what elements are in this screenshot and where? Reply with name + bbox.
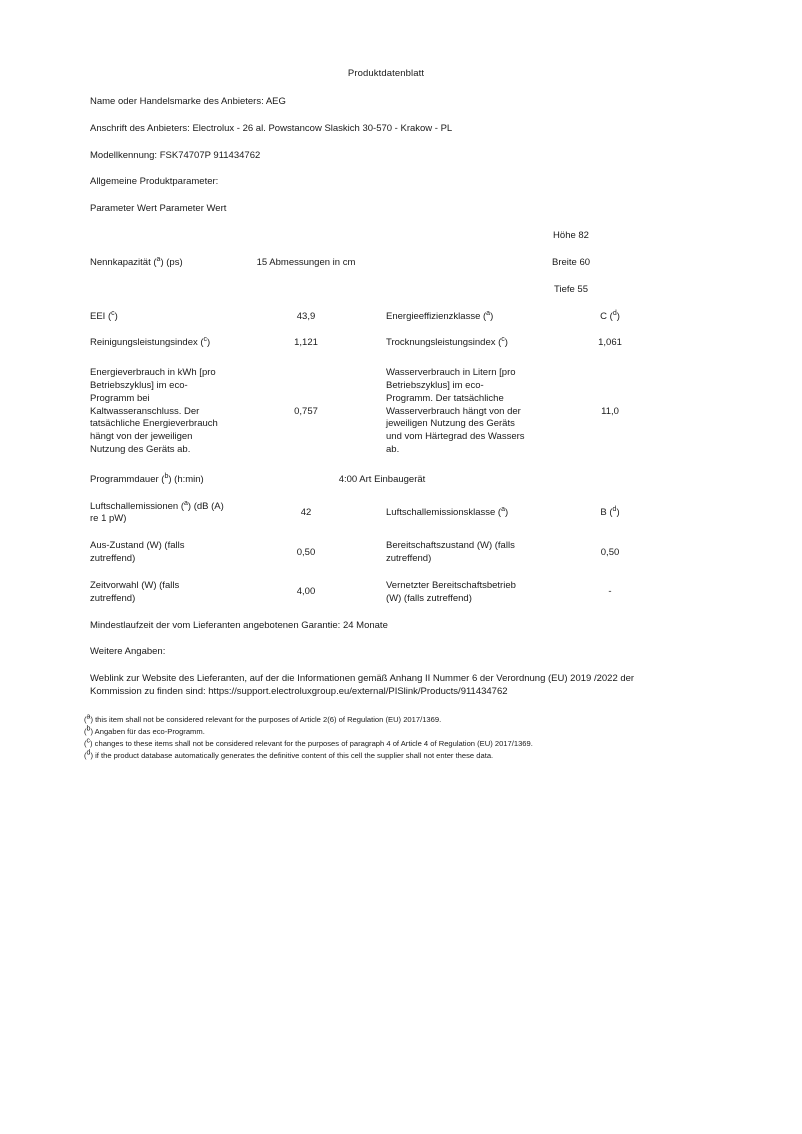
off-mode-label: Aus-Zustand (W) (falls zutreffend) <box>90 540 185 565</box>
dimension-height-blank <box>610 223 688 250</box>
footnote-marker: a <box>501 505 506 513</box>
footnote-item: (a) this item shall not be considered relevant for the purposes of Article 2(6) of Regulation (EU) 2017/1369. <box>84 713 442 724</box>
capacity-spacer <box>380 223 532 303</box>
dimensions-table <box>532 223 688 303</box>
warranty-line: Mindestlaufzeit der vom Lieferanten angebotenen Garantie: 24 Monate <box>90 619 388 631</box>
drying-index-label-end: ) <box>504 337 508 349</box>
footnote-marker: c <box>86 737 91 745</box>
table-row <box>84 639 688 666</box>
water-consumption-value: 11,0 <box>601 405 619 417</box>
further-info-heading: Weitere Angaben: <box>90 646 166 658</box>
cleaning-index-label-end: ) <box>207 337 211 349</box>
delay-start-label: Zeitvorwahl (W) (falls zutreffend) <box>90 579 180 604</box>
footnote-marker: a <box>184 499 188 507</box>
footnote-item: (c) changes to these items shall not be considered relevant for the purposes of paragraph 4 of Article 4 of Regulation (EU) 2017/1369. <box>84 737 533 749</box>
footnote-text: ) Angaben für das eco-Programm. <box>90 726 205 736</box>
dimension-height: Höhe 82 <box>553 230 589 242</box>
rated-capacity-label-end: ) (ps) <box>160 256 183 268</box>
table-row <box>84 357 688 467</box>
noise-emission-label <box>84 494 232 534</box>
footnote-marker: c <box>501 336 505 344</box>
noise-class-value <box>532 494 688 534</box>
model-identifier: Modellkennung: FSK74707P 911434762 <box>90 149 261 161</box>
dimension-depth: Tiefe 55 <box>554 283 588 295</box>
footnote-text: ) changes to these items shall not be considered relevant for the purposes of paragraph 4 of Article 4 of Regulation (EU) 2017/1369. <box>90 739 533 749</box>
eei-label-text: EEI ( <box>90 310 112 322</box>
footnote-marker: c <box>111 309 115 317</box>
table-row <box>84 89 688 116</box>
noise-emission-value: 42 <box>300 507 312 519</box>
energy-class-label-text: Energieeffizienzklasse ( <box>386 310 487 322</box>
general-parameters-heading: Allgemeine Produktparameter: <box>90 176 219 188</box>
cleaning-index-label-text: Reinigungsleistungsindex ( <box>90 337 204 349</box>
supplier-address: Anschrift des Anbieters: Electrolux - 26 al. Powstancow Slaskich 30-570 - Krakow - PL <box>90 122 453 134</box>
table-row <box>84 533 688 573</box>
footnote-marker: d <box>612 505 617 513</box>
footnote-marker: d <box>612 309 617 317</box>
program-duration-value: 4:00 Art Einbaugerät <box>338 473 426 485</box>
program-duration-spacer <box>532 467 688 494</box>
drying-index-label <box>380 330 532 357</box>
rated-capacity-label-text: Nennkapazität ( <box>90 256 157 268</box>
dimension-width-blank <box>610 250 688 277</box>
noise-class-label-text: Luftschallemissionsklasse ( <box>386 507 502 519</box>
table-row <box>84 143 688 170</box>
product-datasheet <box>84 68 688 762</box>
table-row <box>84 467 688 494</box>
table-row <box>84 169 688 196</box>
supplier-name: Name oder Handelsmarke des Anbieters: AEG <box>90 96 286 107</box>
eei-label-end: ) <box>114 310 118 322</box>
dimension-row <box>532 277 688 304</box>
parameter-header-spacer-1 <box>380 196 532 223</box>
footnote-item: (b) Angaben für das eco-Programm. <box>84 725 205 736</box>
noise-class-label <box>380 494 532 534</box>
footnote-text: ) this item shall not be considered relevant for the purposes of Article 2(6) of Regulation (EU) 2017/1369. <box>90 714 442 724</box>
page-title: Produktdatenblatt <box>347 68 425 79</box>
energy-class-label <box>380 304 532 331</box>
supplier-weblink[interactable]: Weblink zur Website des Lieferanten, auf der die Informationen gemäß Anhang II Nummer 6 der Verordnung (EU) 2019 /2022 der Kommission zu finden sind: https://support.electroluxgroup.eu/external/PISlink/Products/911434762 <box>90 673 635 697</box>
program-duration-label <box>84 467 232 494</box>
table-row <box>84 196 688 223</box>
noise-class-value-end: ) <box>616 507 620 519</box>
noise-class-label-end: ) <box>505 507 509 519</box>
footnote-marker: a <box>156 255 161 263</box>
program-duration-label-text: Programmdauer ( <box>90 473 165 485</box>
footnote-text: ) if the product database automatically generates the definitive content of this cell the supplier shall not enter these data. <box>90 751 494 761</box>
footnote-marker: a <box>86 713 91 721</box>
networked-standby-value: - <box>608 586 612 598</box>
noise-emission-label-text: Luftschallemissionen ( <box>90 500 184 512</box>
cleaning-index-value: 1,121 <box>294 337 318 349</box>
standby-label: Bereitschaftszustand (W) (falls zutreffend) <box>386 540 515 565</box>
energy-consumption-value: 0,757 <box>294 405 318 417</box>
footnote-marker: b <box>164 472 169 480</box>
table-row <box>84 223 688 303</box>
rated-capacity-label <box>84 223 232 303</box>
program-duration-label-end: ) (h:min) <box>168 473 204 485</box>
drying-index-label-text: Trocknungsleistungsindex ( <box>386 337 502 349</box>
datasheet-table <box>84 89 688 706</box>
cleaning-index-label <box>84 330 232 357</box>
eei-label <box>84 304 232 331</box>
footnote-item: (d) if the product database automatically generates the definitive content of this cell the supplier shall not enter these data. <box>84 749 494 761</box>
delay-start-value: 4,00 <box>296 586 316 598</box>
footnote-marker: a <box>486 309 491 317</box>
dimension-width: Breite 60 <box>551 256 591 268</box>
off-mode-value: 0,50 <box>296 546 316 558</box>
footnote-marker: c <box>203 336 208 344</box>
footnotes <box>84 714 688 763</box>
energy-class-label-end: ) <box>490 310 494 322</box>
table-row <box>84 330 688 357</box>
footnote-marker: d <box>86 749 91 757</box>
standby-value: 0,50 <box>600 546 620 558</box>
networked-standby-label: Vernetzter Bereitschaftsbetrieb (W) (falls zutreffend) <box>386 579 516 604</box>
energy-class-value <box>532 304 688 331</box>
parameter-header: Parameter Wert Parameter Wert <box>90 203 227 215</box>
footnote-marker: b <box>86 725 91 733</box>
water-consumption-label: Wasserverbrauch in Litern [pro Betriebszyklus] im eco-Programm. Der tatsächliche Wasserverbrauch hängt von der jeweiligen Nutzung des Geräts und vom Härtegrad des Wassers ab. <box>386 367 525 455</box>
energy-class-value-text: C ( <box>600 310 613 322</box>
noise-emission-label-end: ) (dB (A) re 1 pW) <box>90 500 224 525</box>
dimensions-cell <box>532 223 688 303</box>
drying-index-value: 1,061 <box>598 337 622 349</box>
dimension-depth-blank <box>610 277 688 304</box>
parameter-header-spacer-2 <box>532 196 688 223</box>
energy-consumption-label: Energieverbrauch in kWh [pro Betriebszyklus] im eco-Programm bei Kaltwasseranschluss. Der tatsächliche Energieverbrauch hängt von der jeweiligen Nutzung des Geräts ab. <box>90 367 218 455</box>
table-row <box>84 116 688 143</box>
rated-capacity-value: 15 Abmessungen in cm <box>256 256 356 268</box>
dimension-row <box>532 223 688 250</box>
table-row <box>84 613 688 640</box>
table-row <box>84 573 688 613</box>
table-row <box>84 494 688 534</box>
table-row <box>84 304 688 331</box>
energy-class-value-end: ) <box>616 310 620 322</box>
dimension-row <box>532 250 688 277</box>
noise-class-value-text: B ( <box>600 507 613 519</box>
eei-value: 43,9 <box>296 310 316 322</box>
table-row <box>84 666 688 706</box>
